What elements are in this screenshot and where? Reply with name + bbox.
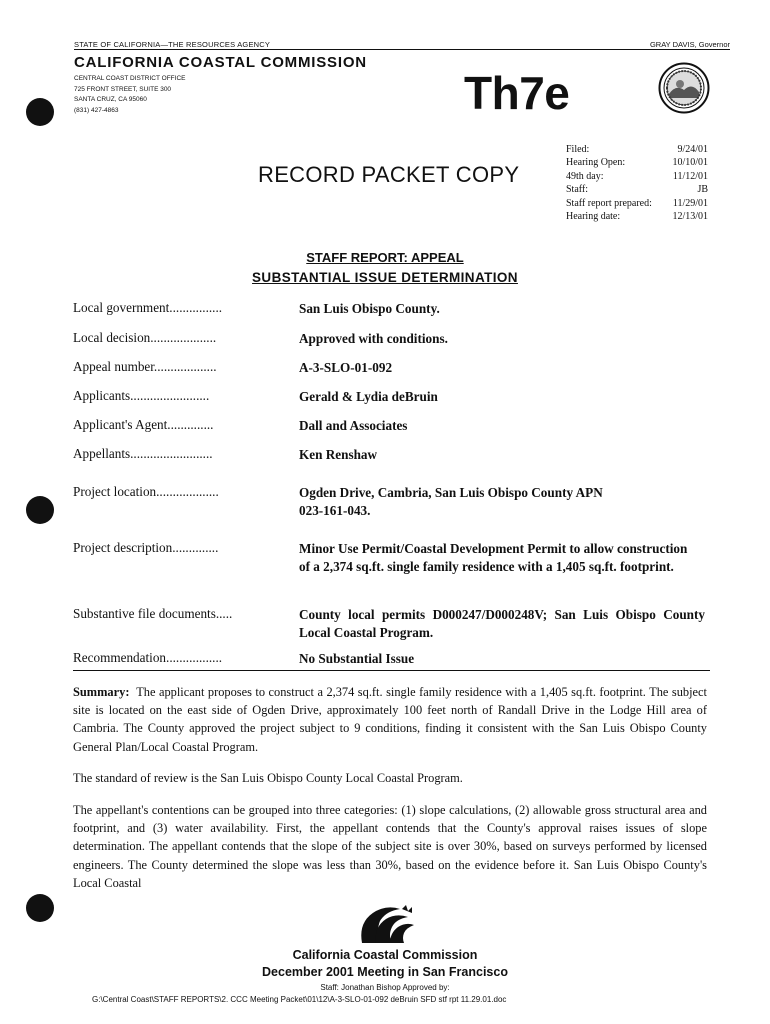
footer-staff: Staff: Jonathan Bishop Approved by: (320, 983, 450, 992)
field-project-location (73, 484, 713, 520)
field-label: Appellants......................... (73, 446, 213, 461)
field-label: Project location................... (73, 484, 219, 499)
date-value: 11/12/01 (672, 170, 708, 182)
date-label: Filed: (566, 144, 590, 155)
punch-hole (26, 496, 54, 524)
field-label: Substantive file documents..... (73, 606, 233, 621)
field-value: Gerald & Lydia deBruin (299, 389, 438, 404)
address-line: SANTA CRUZ, CA 95060 (74, 96, 147, 103)
date-label: 49th day: (566, 170, 604, 182)
fields-divider (73, 670, 710, 671)
summary-paragraph (73, 683, 707, 756)
field-local-government (73, 300, 713, 318)
report-title: STAFF REPORT: APPEAL (306, 250, 464, 265)
field-value: Dall and Associates (299, 418, 408, 433)
filing-dates (566, 143, 708, 223)
field-label: Applicant's Agent.............. (73, 417, 214, 432)
footer-organization: California Coastal Commission (292, 948, 478, 962)
field-label: Project description.............. (73, 540, 219, 555)
date-label: Staff: (566, 184, 589, 196)
field-label: Recommendation................. (73, 650, 223, 665)
report-subtitle: SUBSTANTIAL ISSUE DETERMINATION (252, 270, 518, 285)
date-value: 9/24/01 (677, 144, 708, 155)
agency-line: STATE OF CALIFORNIA—THE RESOURCES AGENCY (74, 40, 271, 49)
date-value: JB (697, 184, 708, 196)
date-row (566, 156, 708, 169)
field-project-description (73, 540, 713, 576)
summary-label: Summary: (73, 685, 130, 699)
field-value: A-3-SLO-01-092 (299, 360, 393, 375)
date-value: 11/29/01 (672, 197, 708, 209)
header-divider (74, 49, 730, 50)
field-value: Ogden Drive, Cambria, San Luis Obispo County APN 023-161-043. (299, 485, 603, 518)
field-appeal-number (73, 359, 713, 377)
field-local-decision (73, 330, 713, 348)
punch-hole (26, 98, 54, 126)
punch-hole (26, 894, 54, 922)
governor-name: GRAY DAVIS, Governor (649, 40, 730, 49)
address-line: CENTRAL COAST DISTRICT OFFICE (74, 75, 186, 82)
field-applicants (73, 388, 713, 406)
address-line: 725 FRONT STREET, SUITE 300 (74, 85, 172, 93)
date-label: Hearing date: (566, 211, 621, 223)
standard-of-review: The standard of review is the San Luis Obispo County Local Coastal Program. (73, 771, 463, 785)
date-row (566, 183, 708, 196)
summary-text: The applicant proposes to construct a 2,374 sq.ft. single family residence with a 1,405 sq.ft. footprint. The subject site is located on the east side of Ogden Drive, approximately 100 feet north of Randall Drive in the Lodge Hill area of Cambria. The County approved the project subject to 9 conditions, finding it consistent with the San Luis Obispo County General Plan/Local Coastal Program. (73, 685, 707, 754)
date-value: 12/13/01 (672, 211, 708, 223)
date-row (566, 143, 708, 156)
field-value: County local permits D000247/D000248V; San Luis Obispo County Local Coastal Program. (299, 607, 705, 640)
office-address (74, 74, 185, 116)
address-line: (831) 427-4863 (74, 106, 119, 114)
field-label: Local government................ (73, 300, 223, 315)
field-label: Applicants........................ (73, 388, 210, 403)
field-appellants (73, 446, 713, 464)
field-substantive-file-documents (73, 606, 713, 642)
field-value: Minor Use Permit/Coastal Development Permit to allow construction of a 2,374 sq.ft. single family residence with a 1,405 sq.ft. footprint. (299, 541, 688, 574)
field-value: Approved with conditions. (299, 331, 448, 346)
commission-name: CALIFORNIA COASTAL COMMISSION (74, 54, 367, 71)
record-packet-stamp: RECORD PACKET COPY (258, 162, 520, 187)
field-label: Local decision.................... (73, 330, 217, 345)
date-row (566, 210, 708, 223)
date-label: Hearing Open: (566, 157, 626, 169)
footer-file-path: G:\Central Coast\STAFF REPORTS\2. CCC Meeting Packet\01\12\A-3-SLO-01-092 deBruin SFD stf rpt 11.29.01.doc (92, 995, 507, 1004)
field-applicants-agent (73, 417, 713, 435)
date-value: 10/10/01 (672, 157, 708, 169)
field-value: San Luis Obispo County. (299, 301, 440, 316)
field-label: Appeal number................... (73, 359, 217, 374)
california-state-seal-icon (658, 62, 710, 114)
field-recommendation (73, 650, 713, 668)
field-value: No Substantial Issue (299, 651, 415, 666)
agenda-item-id: Th7e (464, 67, 570, 119)
footer-meeting: December 2001 Meeting in San Francisco (262, 965, 508, 979)
coastal-commission-wave-logo-icon (356, 903, 418, 947)
contentions-paragraph: The appellant's contentions can be grouped into three categories: (1) slope calculations, (2) allowable gross structural area and footprint, and (3) water availability. First, the appellant contends that the County's approval raises issues of slope determination. The appellant contends that the slope of the subject site is over 30%, based on surveys performed by licensed engineers. The County determined the slope was less than 30%, based on the evidence before it. San Luis Obispo County's Local Coastal (73, 803, 707, 890)
field-value: Ken Renshaw (299, 447, 378, 462)
date-label: Staff report prepared: (566, 197, 652, 209)
date-row (566, 170, 708, 183)
date-row (566, 197, 708, 210)
